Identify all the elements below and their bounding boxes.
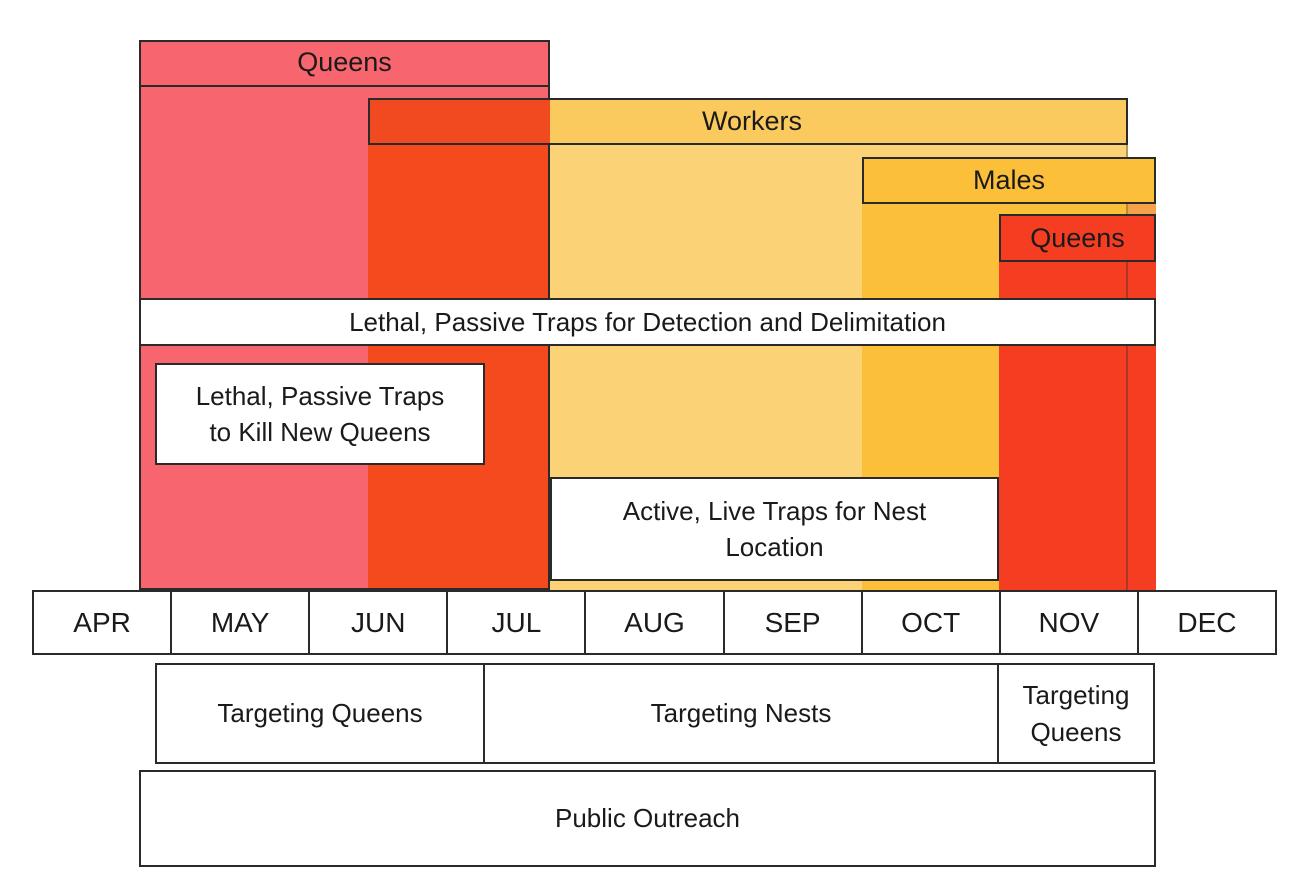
- month-jul: JUL: [448, 592, 586, 653]
- targeting-queens-box: [155, 663, 485, 764]
- kill-queens-traps-line1: Lethal, Passive Traps: [195, 380, 445, 411]
- males-label: Males: [972, 165, 1046, 195]
- males-header: [862, 157, 1156, 204]
- targeting-queens-label: Targeting Queens: [217, 698, 423, 729]
- queens-fall-fill: [999, 214, 1156, 590]
- targeting-nests-label: Targeting Nests: [650, 698, 832, 729]
- month-sep: SEP: [725, 592, 863, 653]
- targeting-queens-fall-line2: Queens: [1030, 716, 1122, 747]
- nest-location-traps-box: [550, 477, 999, 581]
- month-dec: DEC: [1177, 606, 1237, 638]
- queens-spring-header: [139, 40, 550, 87]
- queens-spring-label: Queens: [297, 47, 392, 77]
- month-jun: JUN: [310, 592, 448, 653]
- workers-label: Workers: [701, 106, 802, 136]
- month-aug: AUG: [586, 592, 724, 653]
- detection-traps-box: [139, 298, 1156, 346]
- targeting-queens-fall-line1: Targeting: [1022, 680, 1130, 711]
- public-outreach-box: [139, 770, 1156, 867]
- nest-location-traps-line1: Active, Live Traps for Nest: [622, 495, 927, 526]
- month-may: MAY: [172, 592, 310, 653]
- targeting-nests-box: [483, 663, 999, 764]
- queens-fall-header: [999, 214, 1156, 262]
- detection-traps-label: Lethal, Passive Traps for Detection and Delimitation: [349, 306, 946, 337]
- kill-queens-traps-box: [155, 363, 485, 465]
- targeting-queens-fall-box: [997, 663, 1155, 764]
- public-outreach-label: Public Outreach: [555, 803, 740, 834]
- month-axis: [32, 590, 1277, 655]
- month-oct: OCT: [863, 592, 1001, 653]
- queens-fall-label: Queens: [1030, 222, 1125, 253]
- workers-right-edge: [1126, 145, 1128, 590]
- month-apr: APR: [34, 592, 172, 653]
- workers-overlap-header: [370, 100, 550, 143]
- month-nov: NOV: [1001, 592, 1139, 653]
- nest-location-traps-line2: Location: [725, 532, 824, 562]
- workers-header: [550, 98, 954, 145]
- kill-queens-traps-line2: to Kill New Queens: [209, 417, 431, 447]
